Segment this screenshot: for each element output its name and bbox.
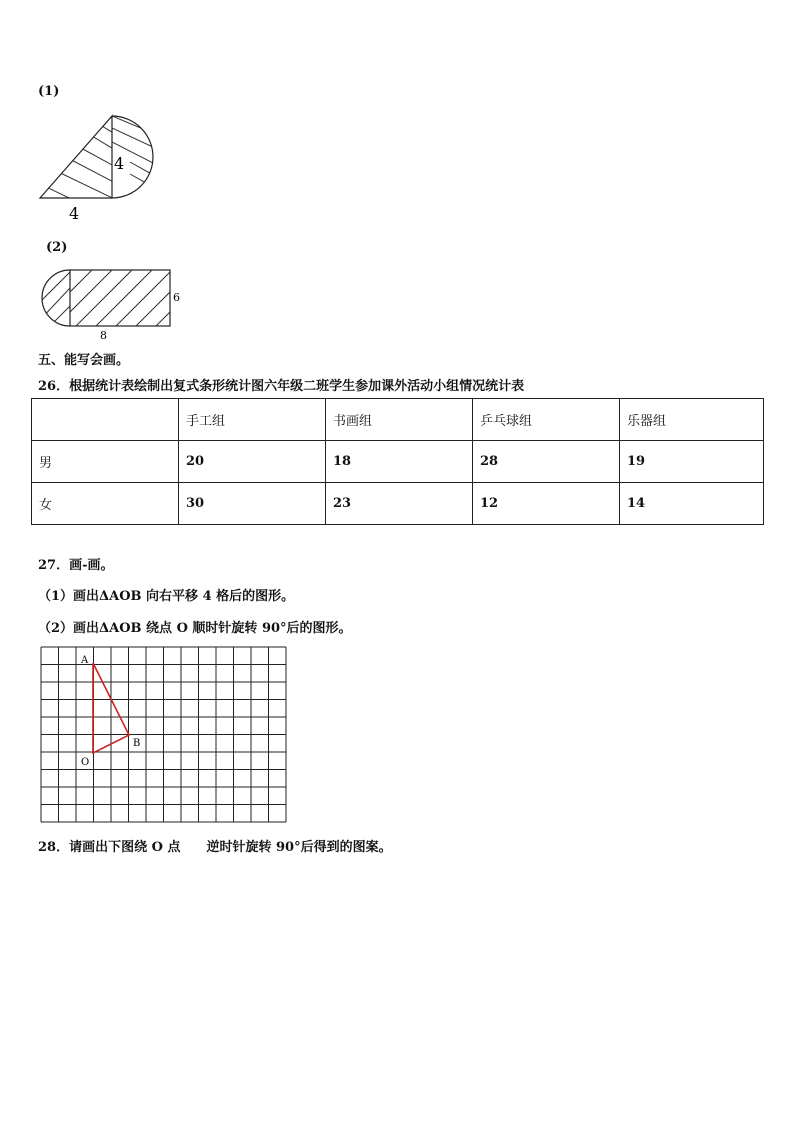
table-cell: 男 — [32, 441, 179, 483]
table-header-cell: 书画组 — [326, 399, 473, 441]
point-b-label: B — [133, 738, 141, 749]
table-row — [32, 441, 764, 483]
figure2-label: (2) — [46, 240, 68, 255]
table-cell: 14 — [620, 483, 764, 525]
figure1-shape — [30, 108, 165, 228]
figure1-dim-vertical: 4 — [114, 154, 125, 173]
figure2-dim-height: 6 — [173, 291, 180, 304]
q27-part1: （1）画出ΔAOB 向右平移 4 格后的图形。 — [38, 589, 295, 604]
table-header-cell: 乐器组 — [620, 399, 764, 441]
stats-table — [31, 398, 764, 525]
section5-title: 五、能写会画。 — [38, 353, 130, 368]
q27-part2: （2）画出ΔAOB 绕点 O 顺时针旋转 90°后的图形。 — [38, 621, 352, 636]
table-header-row — [32, 399, 764, 441]
table-cell: 28 — [473, 441, 620, 483]
q28-prompt: 28．请画出下图绕 O 点 逆时针旋转 90°后得到的图案。 — [38, 840, 392, 855]
table-cell: 20 — [179, 441, 326, 483]
table-cell: 19 — [620, 441, 764, 483]
table-cell: 女 — [32, 483, 179, 525]
table-header-cell — [32, 399, 179, 441]
figure2-shape — [36, 266, 186, 342]
q26-prompt: 26．根据统计表绘制出复式条形统计图六年级二班学生参加课外活动小组情况统计表 — [38, 379, 525, 394]
table-cell: 23 — [326, 483, 473, 525]
figure1-label: (1) — [38, 84, 60, 99]
table-header-cell: 手工组 — [179, 399, 326, 441]
figure1-dim-horizontal: 4 — [69, 204, 80, 223]
figure2-dim-width: 8 — [100, 329, 107, 342]
table-header-cell: 乒乓球组 — [473, 399, 620, 441]
point-o-label: O — [81, 757, 90, 768]
table-cell: 18 — [326, 441, 473, 483]
table-cell: 30 — [179, 483, 326, 525]
q27-prompt: 27．画-画。 — [38, 558, 114, 573]
grid-figure — [40, 646, 288, 824]
table-cell: 12 — [473, 483, 620, 525]
point-a-label: A — [81, 655, 89, 666]
table-row — [32, 483, 764, 525]
